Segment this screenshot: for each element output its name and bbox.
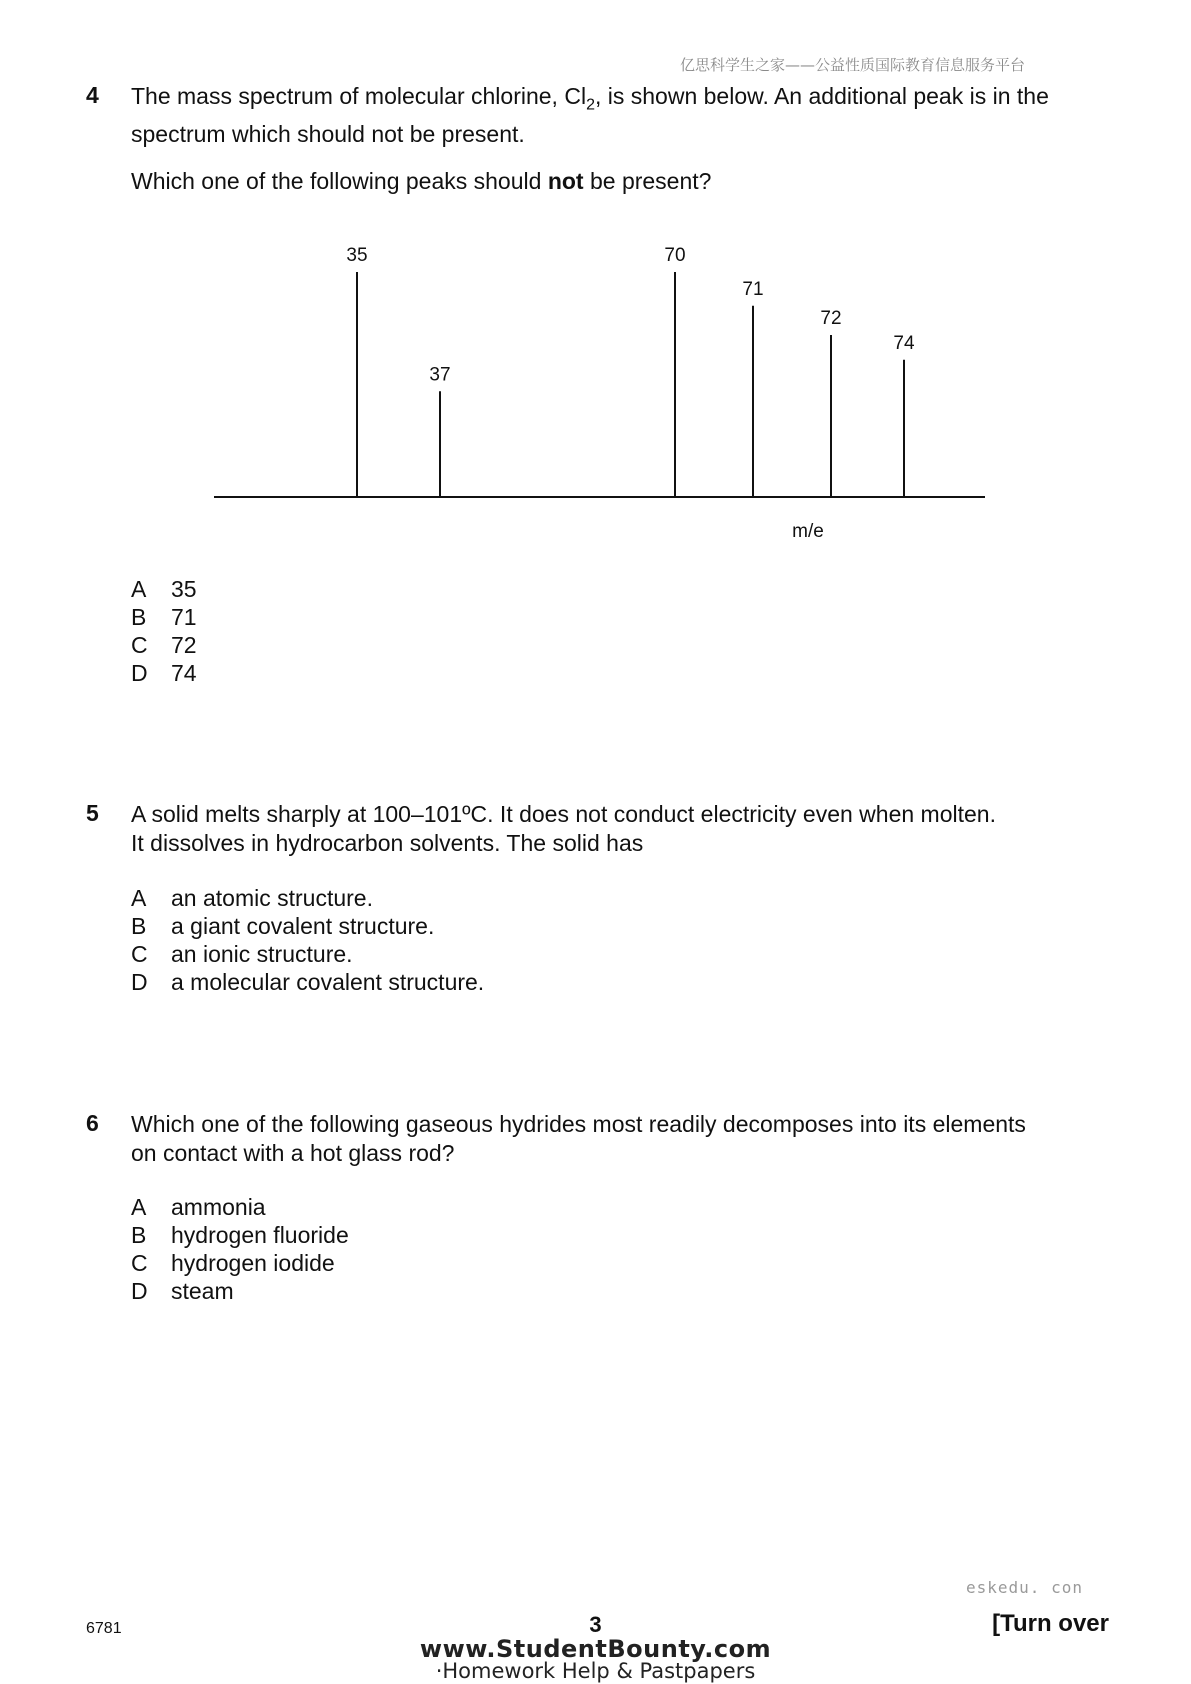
option-text: 71 <box>171 604 197 630</box>
option-text: a giant covalent structure. <box>171 913 435 939</box>
q4-prompt-pre: Which one of the following peaks should <box>131 168 548 194</box>
peak-label-35: 35 <box>346 245 368 266</box>
option-text: an atomic structure. <box>171 885 373 911</box>
option-letter: B <box>131 604 147 630</box>
option-a[interactable] <box>131 1193 349 1221</box>
option-letter: A <box>131 885 147 911</box>
question-6-number: 6 <box>86 1110 99 1136</box>
option-d[interactable] <box>131 968 484 996</box>
footer-eskedu-watermark: eskedu. con <box>966 1578 1083 1597</box>
question-5-number: 5 <box>86 800 99 826</box>
option-letter: A <box>131 576 147 602</box>
q4-line1-post: , is shown below. An additional peak is in the <box>594 83 1049 109</box>
question-5-text <box>131 800 1141 858</box>
header-watermark: 亿思科学生之家——公益性质国际教育信息服务平台 <box>680 56 1026 74</box>
q4-subscript: 2 <box>586 96 595 114</box>
option-d[interactable] <box>131 1277 349 1305</box>
question-4-options <box>131 575 197 687</box>
peak-label-37: 37 <box>429 364 451 386</box>
option-letter: D <box>131 969 148 995</box>
option-letter: C <box>131 941 148 967</box>
question-6-options <box>131 1193 349 1305</box>
q5-line2: It dissolves in hydrocarbon solvents. The solid has <box>131 830 644 856</box>
peak-label-74: 74 <box>893 332 915 354</box>
option-c[interactable] <box>131 1249 349 1277</box>
peak-label-72: 72 <box>820 308 842 329</box>
option-letter: B <box>131 913 147 939</box>
option-letter: C <box>131 1250 148 1276</box>
option-b[interactable] <box>131 603 197 631</box>
x-axis-label: m/e <box>792 521 824 542</box>
option-letter: C <box>131 632 148 658</box>
studentbounty-logo <box>0 1635 1191 1683</box>
paper-code: 6781 <box>86 1620 122 1637</box>
q5-line1: A solid melts sharply at 100–101ºC. It does not conduct electricity even when molten. <box>131 801 996 827</box>
option-text: a molecular covalent structure. <box>171 969 485 995</box>
logo-url: www.StudentBounty.com <box>419 1635 772 1663</box>
spectrum-peaks <box>346 245 915 497</box>
mass-spectrum-chart <box>0 0 1191 560</box>
option-text: hydrogen iodide <box>171 1250 335 1276</box>
option-b[interactable] <box>131 912 484 940</box>
option-text: ammonia <box>171 1194 266 1220</box>
q6-line1: Which one of the following gaseous hydrides most readily decomposes into its elements <box>131 1111 1026 1137</box>
logo-tagline: ·Homework Help & Pastpapers <box>435 1659 756 1683</box>
q4-prompt-bold: not <box>547 168 584 194</box>
page-number: 3 <box>589 1612 602 1637</box>
turn-over-label: [Turn over <box>992 1610 1109 1637</box>
option-text: 35 <box>171 576 197 602</box>
option-text: steam <box>171 1278 234 1304</box>
option-text: 74 <box>171 660 197 686</box>
q4-line1-pre: The mass spectrum of molecular chlorine, Cl <box>131 83 587 109</box>
option-c[interactable] <box>131 940 484 968</box>
option-d[interactable] <box>131 659 197 687</box>
q4-line2: spectrum which should not be present. <box>131 120 525 147</box>
question-5-options <box>131 884 484 996</box>
option-a[interactable] <box>131 575 197 603</box>
q6-line2: on contact with a hot glass rod? <box>131 1140 455 1166</box>
option-text: an ionic structure. <box>171 941 353 967</box>
option-text: 72 <box>171 632 197 658</box>
q4-prompt-post: be present? <box>583 168 712 194</box>
question-4-number: 4 <box>86 82 99 108</box>
peak-label-70: 70 <box>664 245 686 266</box>
option-letter: B <box>131 1222 147 1248</box>
option-letter: D <box>131 1278 148 1304</box>
option-c[interactable] <box>131 631 197 659</box>
option-letter: A <box>131 1194 147 1220</box>
option-text: hydrogen fluoride <box>171 1222 349 1248</box>
peak-label-71: 71 <box>742 278 764 300</box>
option-a[interactable] <box>131 884 484 912</box>
option-b[interactable] <box>131 1221 349 1249</box>
option-letter: D <box>131 660 148 686</box>
question-6-text <box>131 1110 1131 1168</box>
